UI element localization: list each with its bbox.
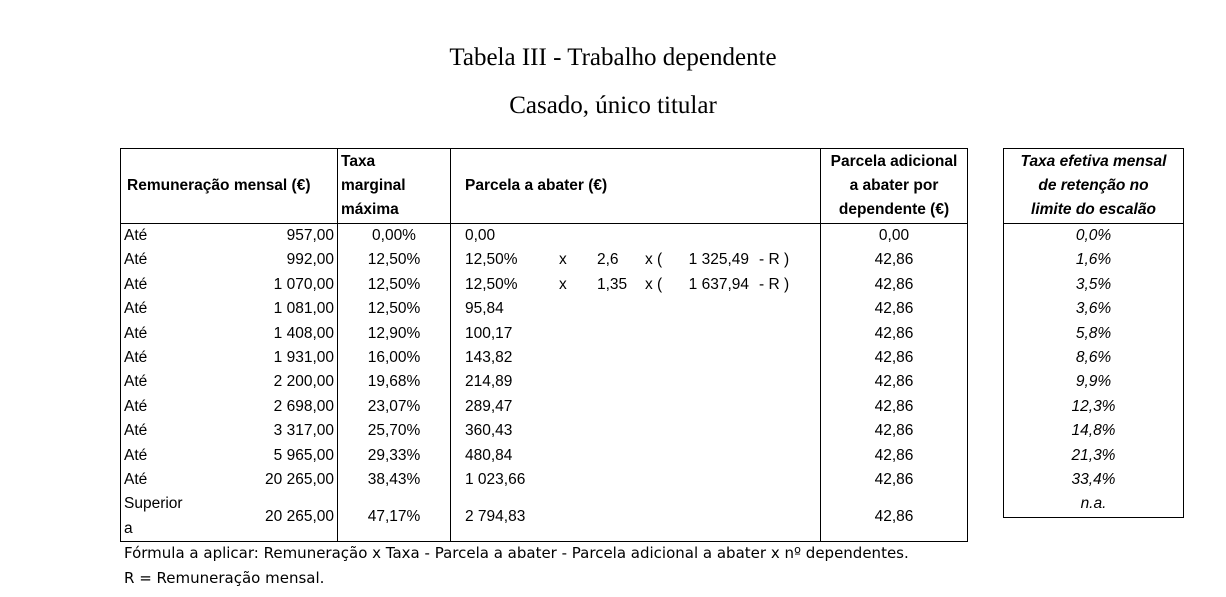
effective-rate-table — [1003, 148, 1184, 518]
header-adicional — [821, 149, 968, 224]
bracket-label: Até — [124, 227, 148, 244]
marginal-rate: 12,50% — [338, 297, 451, 321]
table-header-row — [121, 149, 968, 224]
deduction-amount: 480,84 — [451, 444, 821, 468]
deduction-formula-part: x — [559, 251, 567, 269]
effective-rate: 12,3% — [1071, 397, 1116, 415]
bracket-label: Até — [124, 300, 148, 318]
deduction-amount: 360,43 — [451, 419, 821, 443]
dependent-deduction: 42,86 — [874, 324, 914, 342]
marginal-rate: 0,00% — [338, 224, 451, 249]
deduction-amount: 95,84 — [451, 297, 821, 321]
r-definition-note: R = Remuneração mensal. — [124, 569, 325, 587]
header-taxa-line: marginal — [341, 177, 406, 194]
effective-header-row — [1004, 149, 1184, 224]
deduction-formula-part: 12,50% — [465, 251, 518, 269]
bracket-label: Até — [124, 373, 148, 391]
deduction-amount: 1 023,66 — [451, 468, 821, 492]
effective-row — [1004, 273, 1184, 297]
deduction-formula-part: x ( — [645, 251, 663, 269]
marginal-rate: 16,00% — [338, 346, 451, 370]
effective-rate: 8,6% — [1075, 349, 1112, 367]
deduction-amount: 214,89 — [451, 370, 821, 394]
marginal-rate: 25,70% — [338, 419, 451, 443]
effective-row — [1004, 492, 1184, 517]
table-row — [121, 273, 968, 297]
deduction-formula-part: 1,35 — [597, 275, 628, 293]
bracket-limit: 1 931,00 — [184, 346, 338, 370]
table-row — [121, 322, 968, 346]
bracket-label: Até — [124, 471, 148, 489]
deduction-amount: 289,47 — [451, 395, 821, 419]
table-row — [121, 492, 968, 541]
header-efetiva-line: de retenção no — [1038, 177, 1149, 194]
header-taxa — [338, 149, 451, 224]
effective-rate: 14,8% — [1071, 422, 1116, 440]
header-adicional-line: Parcela adicional — [830, 153, 958, 170]
effective-rate: 9,9% — [1075, 373, 1112, 391]
table-row — [121, 346, 968, 370]
bracket-label: Até — [124, 275, 148, 293]
table-row — [121, 224, 968, 249]
dependent-deduction: 42,86 — [874, 300, 914, 318]
header-parcela: Parcela a abater (€) — [451, 149, 821, 224]
dependent-deduction: 42,86 — [874, 471, 914, 489]
effective-row — [1004, 297, 1184, 321]
deduction-formula-part: 1 637,94 — [688, 275, 749, 293]
marginal-rate: 29,33% — [338, 444, 451, 468]
bracket-limit: 20 265,00 — [184, 468, 338, 492]
header-efetiva — [1004, 149, 1184, 224]
dependent-deduction: 42,86 — [874, 397, 914, 415]
bracket-label: Até — [124, 397, 148, 415]
bracket-limit: 3 317,00 — [184, 419, 338, 443]
bracket-limit: 957,00 — [184, 224, 338, 249]
marginal-rate: 23,07% — [338, 395, 451, 419]
effective-rate: 3,5% — [1075, 275, 1112, 293]
dependent-deduction: 42,86 — [874, 446, 914, 464]
marginal-rate: 12,50% — [338, 273, 451, 297]
effective-rate: 5,8% — [1075, 324, 1112, 342]
effective-row — [1004, 419, 1184, 443]
header-efetiva-line: Taxa efetiva mensal — [1020, 153, 1167, 170]
marginal-rate: 12,90% — [338, 322, 451, 346]
header-adicional-line: a abater por — [849, 177, 939, 194]
bracket-limit: 2 698,00 — [184, 395, 338, 419]
table-row — [121, 444, 968, 468]
effective-rate: 21,3% — [1071, 446, 1116, 464]
bracket-limit: 1 081,00 — [184, 297, 338, 321]
table-row — [121, 468, 968, 492]
effective-row — [1004, 224, 1184, 249]
dependent-deduction: 42,86 — [874, 507, 914, 525]
bracket-limit: 5 965,00 — [184, 444, 338, 468]
dependent-deduction: 42,86 — [874, 275, 914, 293]
header-taxa-line: máxima — [341, 201, 399, 218]
bracket-label: Superior a — [124, 495, 183, 537]
deduction-formula-part: - R ) — [759, 251, 790, 269]
dependent-deduction: 42,86 — [874, 373, 914, 391]
bracket-limit: 1 408,00 — [184, 322, 338, 346]
effective-row — [1004, 322, 1184, 346]
effective-row — [1004, 248, 1184, 272]
table-row — [121, 419, 968, 443]
bracket-label: Até — [124, 422, 148, 440]
header-adicional-line: dependente (€) — [838, 201, 950, 218]
header-taxa-line: Taxa — [341, 153, 376, 170]
bracket-limit: 992,00 — [184, 248, 338, 272]
effective-row — [1004, 395, 1184, 419]
deduction-formula-part: 1 325,49 — [688, 251, 749, 269]
table-row — [121, 248, 968, 272]
marginal-rate: 47,17% — [338, 492, 451, 541]
effective-row — [1004, 444, 1184, 468]
page-subtitle: Casado, único titular — [509, 92, 717, 119]
deduction-amount — [451, 248, 821, 272]
marginal-rate: 19,68% — [338, 370, 451, 394]
effective-row — [1004, 468, 1184, 492]
deduction-amount: 2 794,83 — [451, 492, 821, 541]
effective-row — [1004, 346, 1184, 370]
bracket-label: Até — [124, 324, 148, 342]
dependent-deduction: 42,86 — [874, 349, 914, 367]
marginal-rate: 38,43% — [338, 468, 451, 492]
effective-rate: n.a. — [1080, 495, 1107, 513]
deduction-amount: 100,17 — [451, 322, 821, 346]
dependent-deduction: 0,00 — [878, 227, 910, 244]
withholding-table — [120, 148, 968, 542]
deduction-amount: 143,82 — [451, 346, 821, 370]
deduction-formula-part: 12,50% — [465, 275, 518, 293]
bracket-limit: 20 265,00 — [184, 492, 338, 541]
marginal-rate: 12,50% — [338, 248, 451, 272]
bracket-limit: 1 070,00 — [184, 273, 338, 297]
header-efetiva-line: limite do escalão — [1031, 201, 1156, 218]
effective-row — [1004, 370, 1184, 394]
deduction-formula-part: x — [559, 275, 567, 293]
dependent-deduction: 42,86 — [874, 251, 914, 269]
deduction-formula-part: x ( — [645, 275, 663, 293]
deduction-formula-part: 2,6 — [597, 251, 619, 269]
deduction-amount: 0,00 — [451, 224, 821, 249]
page-title: Tabela III - Trabalho dependente — [449, 44, 777, 71]
effective-rate: 33,4% — [1071, 471, 1116, 489]
effective-rate: 0,0% — [1075, 227, 1112, 244]
effective-rate: 1,6% — [1075, 251, 1112, 269]
deduction-formula-part: - R ) — [759, 275, 790, 293]
dependent-deduction: 42,86 — [874, 422, 914, 440]
deduction-amount — [451, 273, 821, 297]
bracket-label: Até — [124, 349, 148, 367]
formula-note: Fórmula a aplicar: Remuneração x Taxa - Parcela a abater - Parcela adicional a abater x nº dependentes. — [124, 544, 909, 562]
bracket-limit: 2 200,00 — [184, 370, 338, 394]
effective-rate: 3,6% — [1075, 300, 1112, 318]
bracket-label: Até — [124, 251, 148, 269]
header-remuneracao: Remuneração mensal (€) — [121, 149, 338, 224]
table-row — [121, 370, 968, 394]
bracket-label: Até — [124, 446, 148, 464]
table-row — [121, 297, 968, 321]
table-row — [121, 395, 968, 419]
